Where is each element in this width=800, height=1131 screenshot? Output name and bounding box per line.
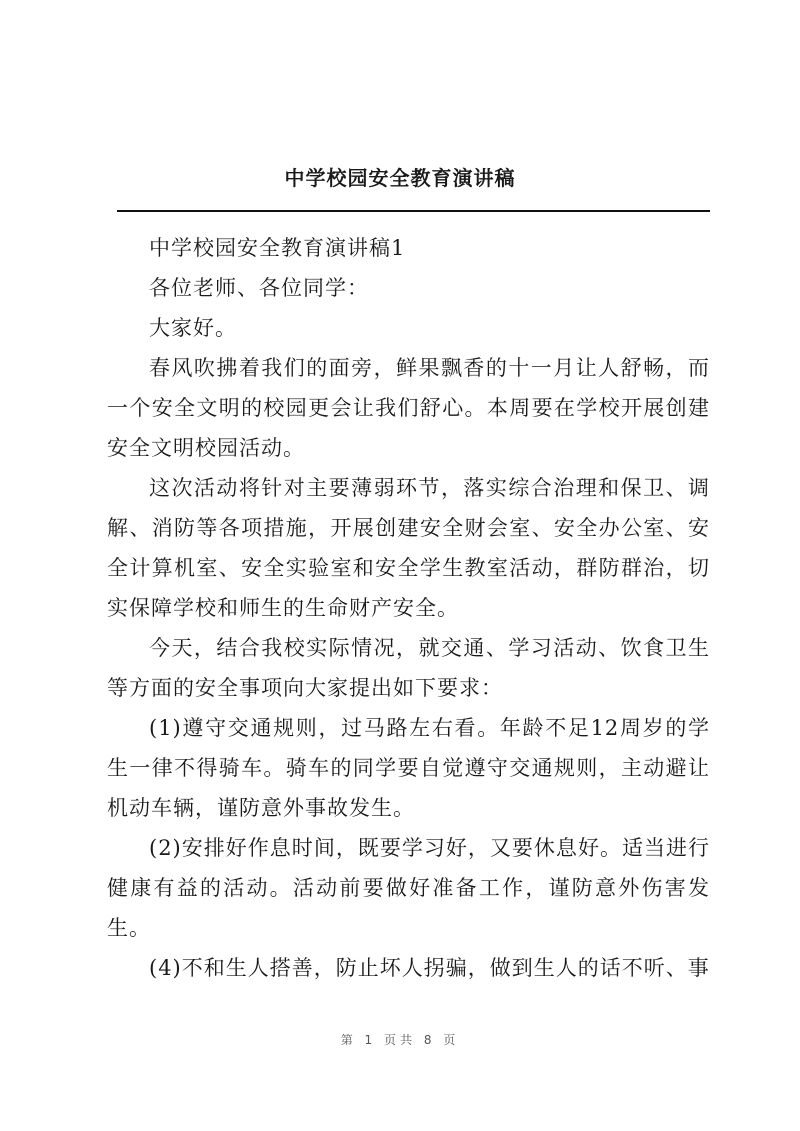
title-divider [117,210,710,212]
paragraph-heading: 中学校园安全教育演讲稿1 [149,236,406,260]
page-title: 中学校园安全教育演讲稿 [284,166,516,190]
paragraph: 今天，结合我校实际情况，就交通、学习活动、饮食卫生等方面的安全事项向大家提出如下要求： [107,636,710,700]
document-body [107,228,710,988]
paragraph-salutation: 各位老师、各位同学： [149,276,369,300]
paragraph: 这次活动将针对主要薄弱环节，落实综合治理和保卫、调解、消防等各项措施，开展创建安全财会室、安全办公室、安全计算机室、安全实验室和安全学生教室活动，群防群治，切实保障学校和师生的生命财产安全。 [107,476,710,620]
page-number-footer: 第 1 页共 8 页 [340,1033,460,1047]
paragraph-greeting: 大家好。 [149,316,237,340]
paragraph: 春风吹拂着我们的面旁，鲜果飘香的十一月让人舒畅，而一个安全文明的校园更会让我们舒心。本周要在学校开展创建安全文明校园活动。 [107,356,710,460]
paragraph-item: (4)不和生人搭善，防止坏人拐骗，做到生人的话不听、事 [149,956,710,980]
paragraph-item: (1)遵守交通规则，过马路左右看。年龄不足12周岁的学生一律不得骑车。骑车的同学要自觉遵守交通规则，主动避让机动车辆，谨防意外事故发生。 [107,716,710,820]
paragraph-item: (2)安排好作息时间，既要学习好，又要休息好。适当进行健康有益的活动。活动前要做好准备工作，谨防意外伤害发生。 [107,836,710,940]
